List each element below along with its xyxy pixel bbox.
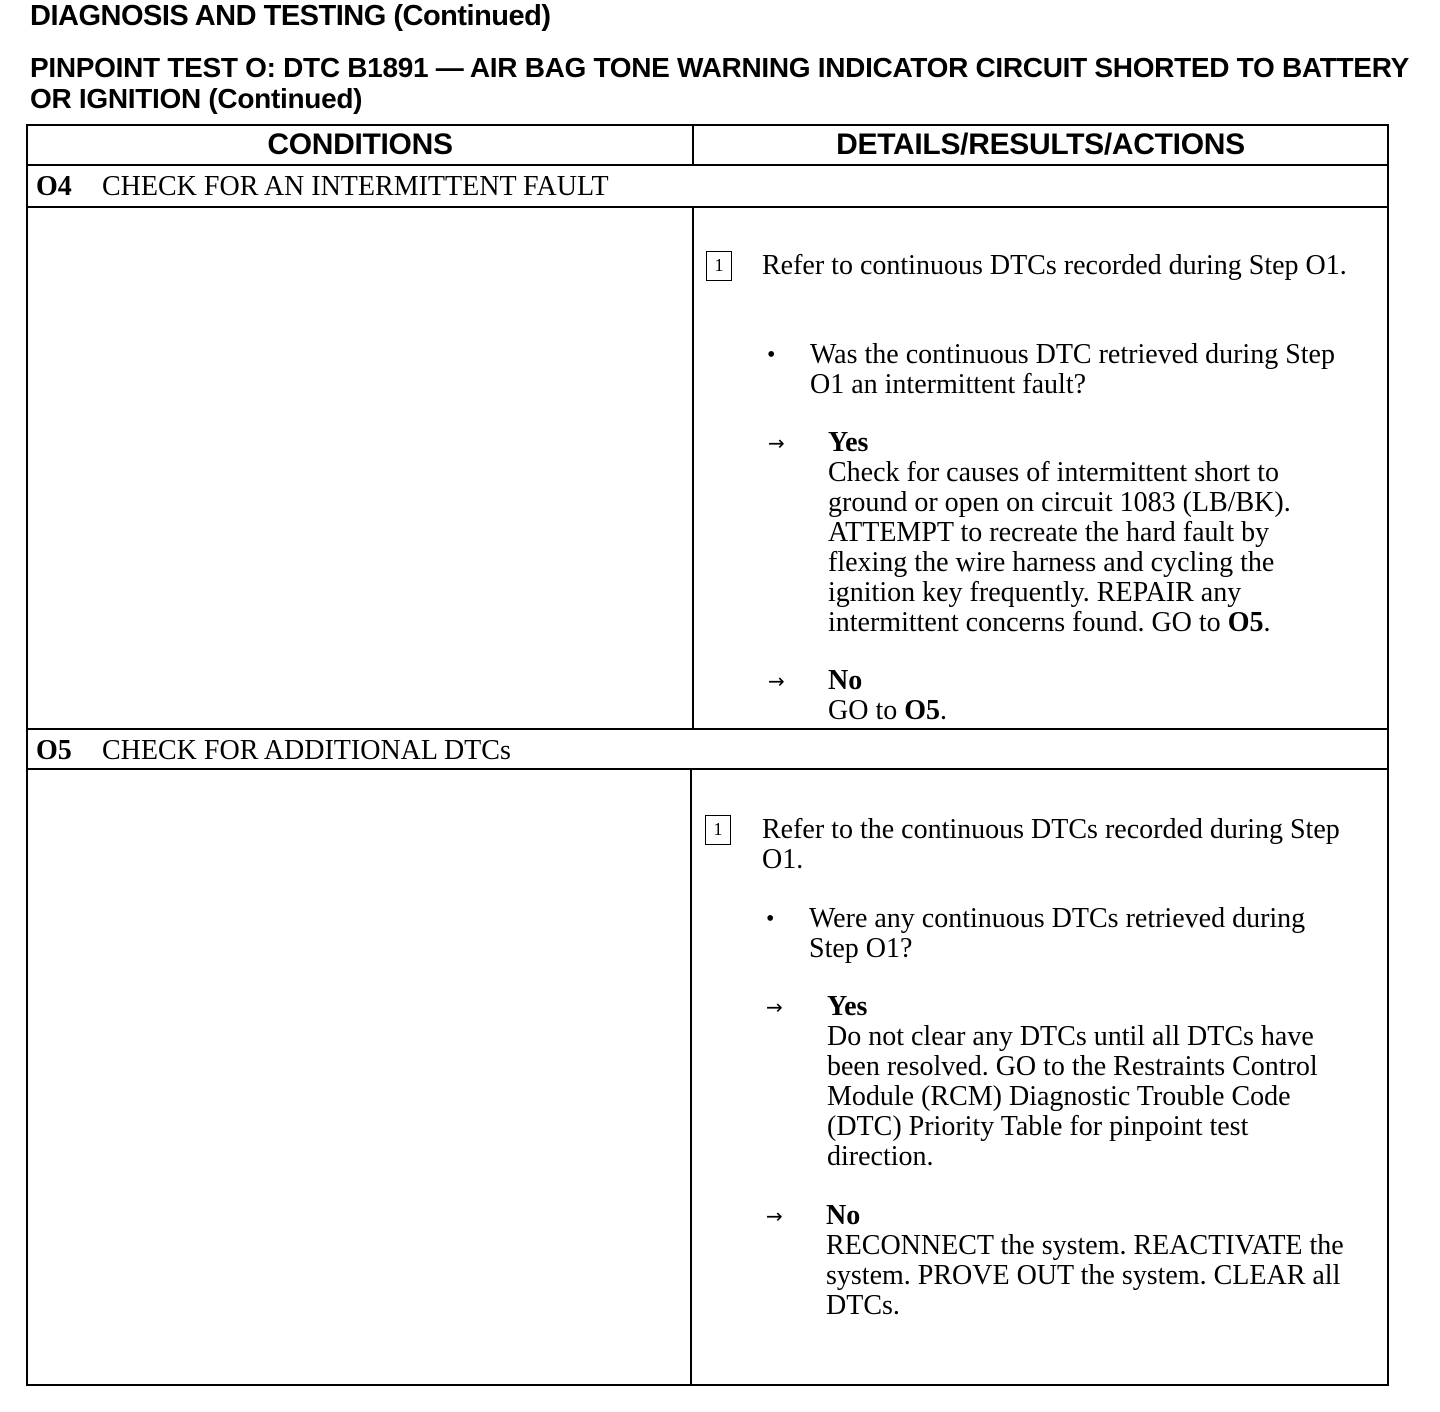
column-divider [692,206,694,729]
arrow-right-icon: → [768,669,785,693]
result-yes-label: Yes [827,991,868,1022]
column-divider [690,768,692,1386]
table-rule [26,728,1389,730]
result-no-label: No [828,665,863,696]
arrow-right-icon: → [766,1204,783,1228]
bullet-icon: • [766,906,775,932]
goto-step-ref: O5 [1227,607,1264,638]
arrow-right-icon: → [768,431,785,455]
step-question: Were any continuous DTCs retrieved during Step O1? [809,903,1306,964]
sentence-end: . [940,695,948,726]
result-no-text [828,696,947,726]
result-no-text: RECONNECT the system. REACTIVATE the system. PROVE OUT the system. CLEAR all DTCs. [826,1230,1344,1321]
result-yes-label: Yes [828,427,869,458]
step-title: CHECK FOR ADDITIONAL DTCs [102,735,511,766]
step-instruction: Refer to the continuous DTCs recorded during Step O1. [762,814,1340,875]
result-yes-body: Check for causes of intermittent short to ground or open on circuit 1083 (LB/BK). ATTEMPT to recreate the hard fault by flexing the wire harness and cycling the ignition key frequently. REPAIR any intermittent concerns found. GO to [828,457,1291,638]
step-title-row [36,733,511,769]
result-no-body: GO to [828,695,898,726]
step-id: O5 [36,735,72,766]
column-header-conditions: CONDITIONS [267,128,453,161]
step-instruction: Refer to continuous DTCs recorded during Step O1. [762,250,1347,281]
goto-step-ref: O5 [904,695,941,726]
step-title-row [36,169,609,205]
bullet-icon: • [767,342,776,368]
step-question: Was the continuous DTC retrieved during Step O1 an intermittent fault? [810,339,1335,400]
result-yes-text [828,458,1333,638]
table-rule [26,206,1389,208]
step-id: O4 [36,171,72,202]
result-no-label: No [826,1200,861,1231]
step-number-box: 1 [705,815,731,845]
pinpoint-test-title: PINPOINT TEST O: DTC B1891 — AIR BAG TONE WARNING INDICATOR CIRCUIT SHORTED TO BATTERY OR IGNITION (Continued) [30,52,1409,114]
arrow-right-icon: → [766,995,783,1019]
step-title: CHECK FOR AN INTERMITTENT FAULT [102,171,609,202]
step-number-box: 1 [706,251,732,281]
table-rule [26,164,1389,166]
result-yes-text: Do not clear any DTCs until all DTCs have been resolved. GO to the Restraints Control Module (RCM) Diagnostic Trouble Code (DTC) Priority Table for pinpoint test direction. [827,1021,1318,1172]
page-header: DIAGNOSIS AND TESTING (Continued) [30,0,551,32]
column-header-details: DETAILS/RESULTS/ACTIONS [836,128,1245,161]
sentence-end: . [1263,607,1271,638]
